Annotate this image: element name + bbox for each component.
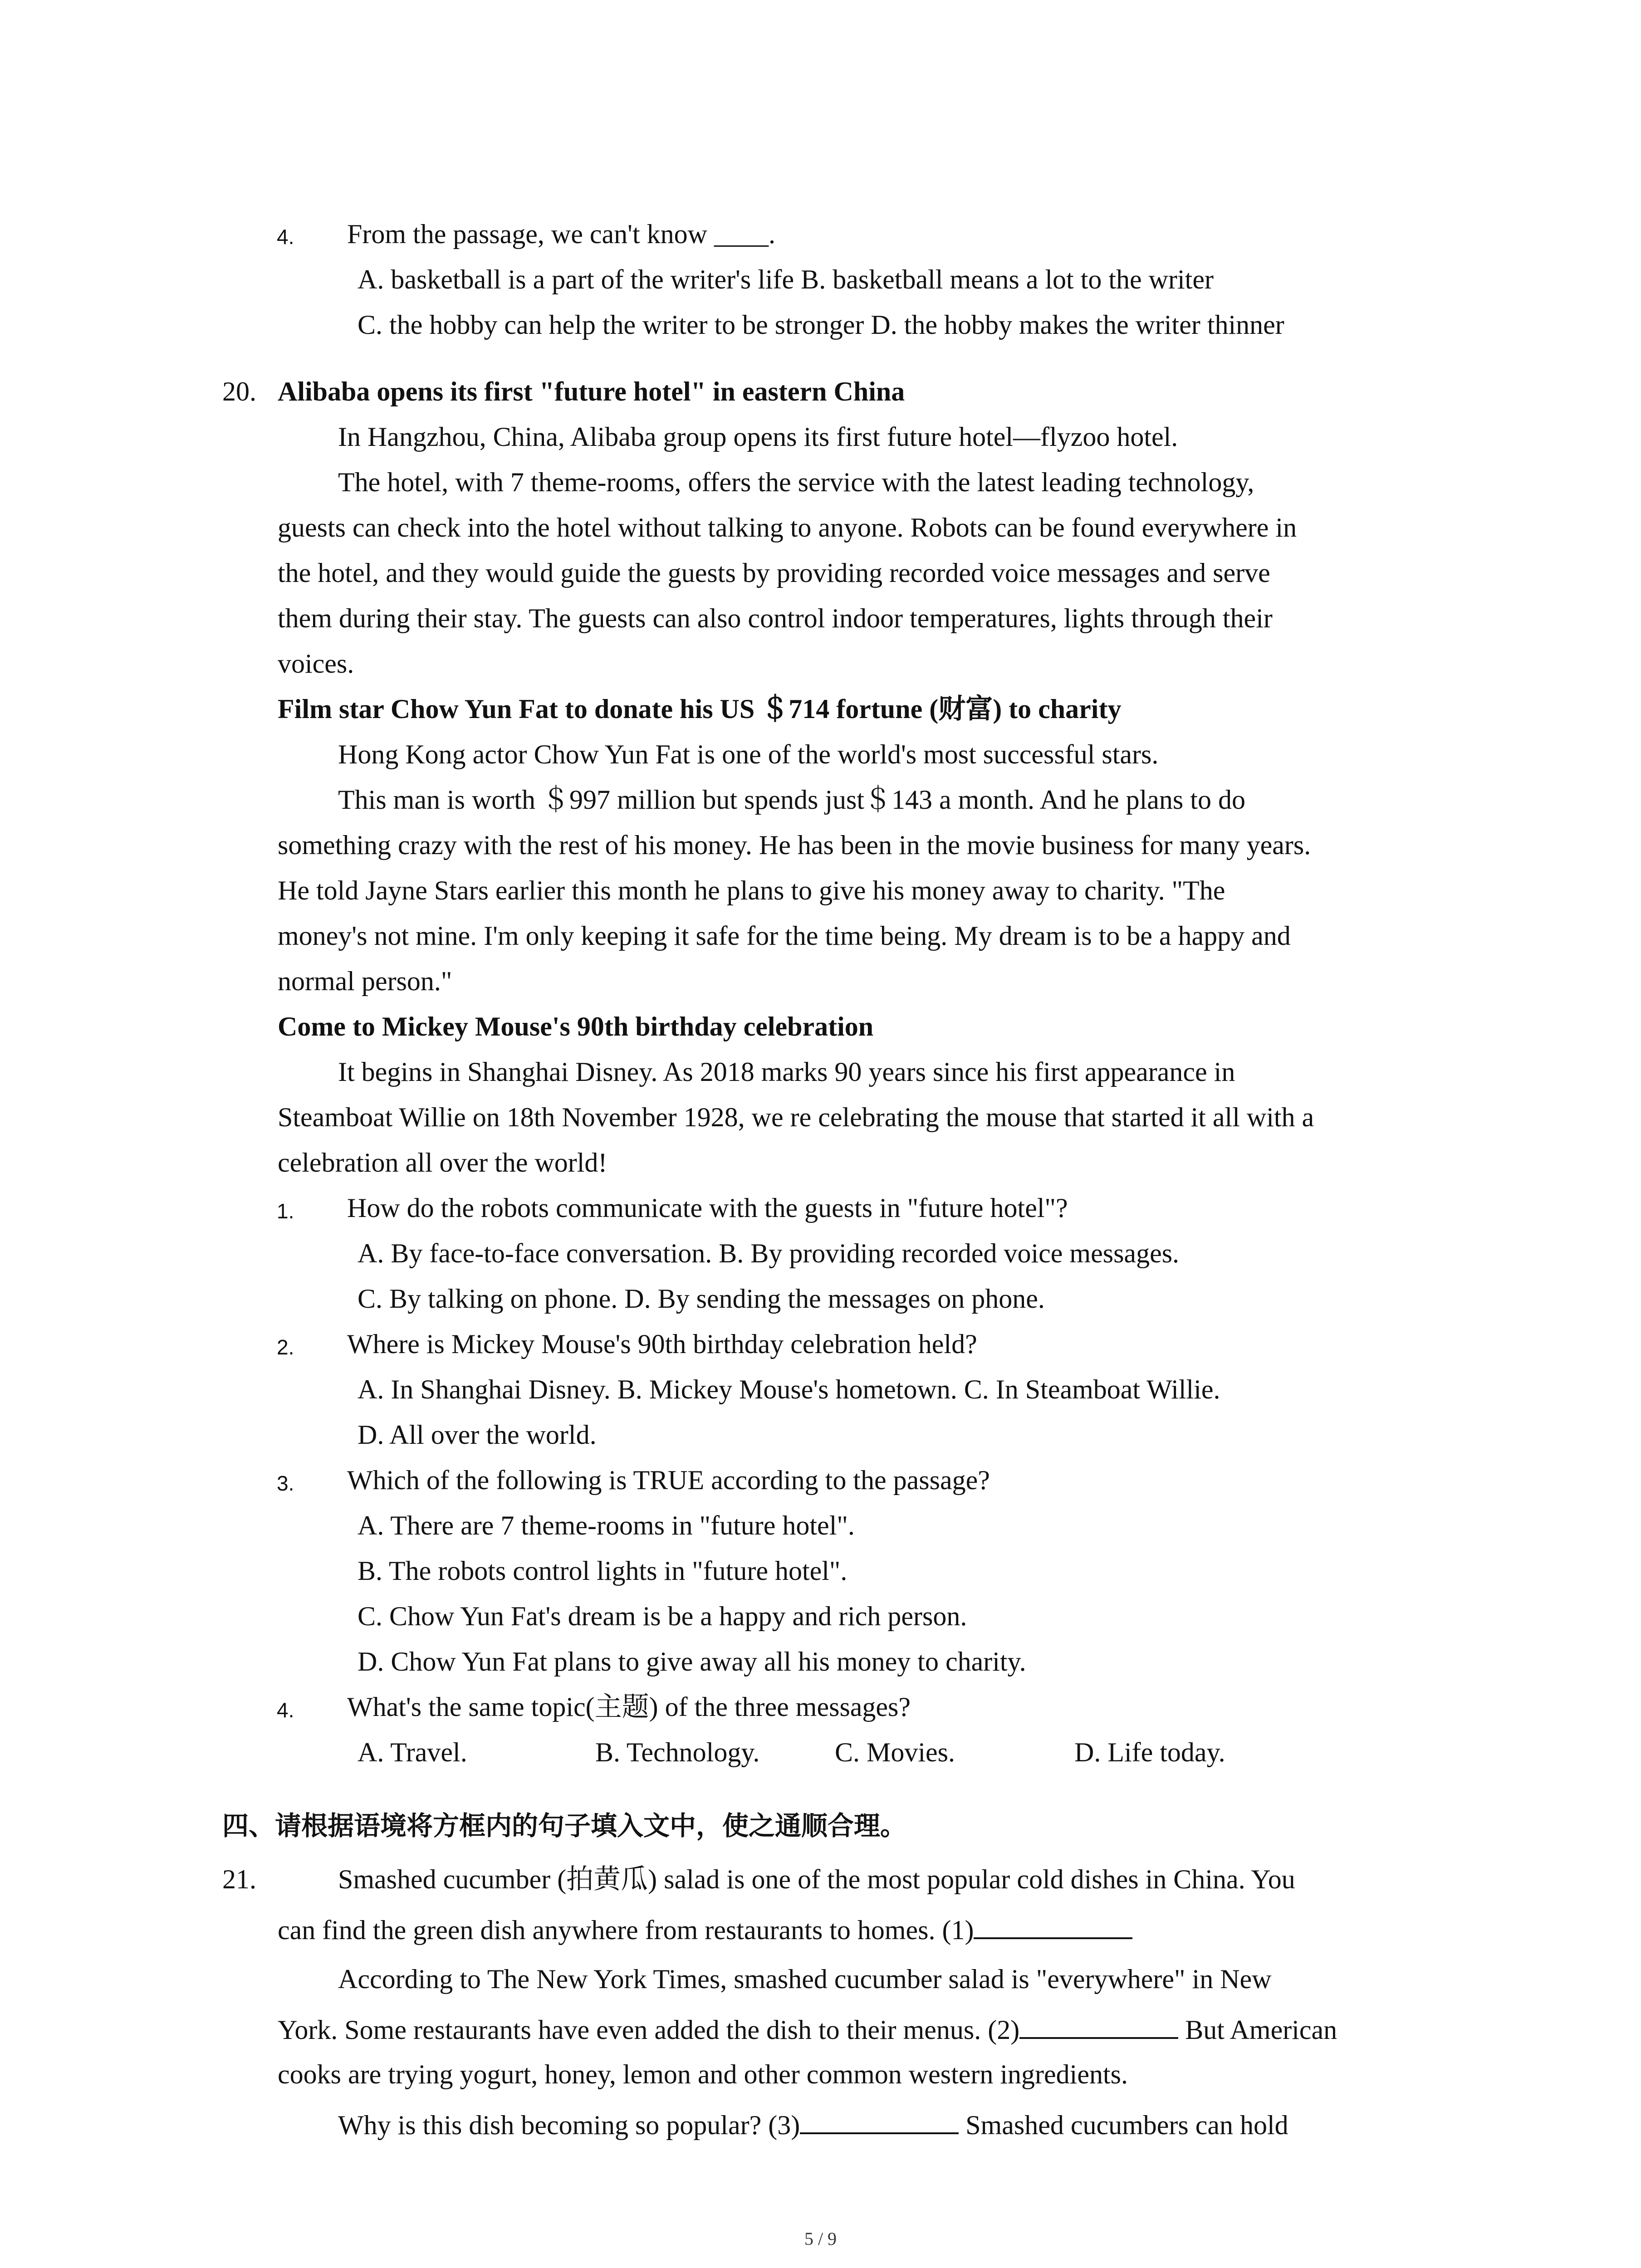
question-number: 4. [277, 1698, 294, 1722]
passage-line: something crazy with the rest of his money. He has been in the movie business for many years. [278, 830, 1311, 860]
option-b: B. Technology. [595, 1737, 760, 1767]
passage-line: the hotel, and they would guide the guests by providing recorded voice messages and serve [278, 558, 1270, 588]
passage-line: Smashed cucumber (拍黄瓜) salad is one of the most popular cold dishes in China. You [338, 1864, 1295, 1894]
option-c: C. Movies. [835, 1737, 955, 1767]
passage-line: In Hangzhou, China, Alibaba group opens its first future hotel—flyzoo hotel. [338, 422, 1178, 452]
passage-line: normal person." [278, 966, 452, 996]
answer-blank-3[interactable] [800, 2106, 959, 2134]
passage-line: This man is worth ＄997 million but spends just＄143 a month. And he plans to do [338, 785, 1245, 815]
passage-text: York. Some restaurants have even added the dish to their menus. (2) [278, 2015, 1020, 2045]
passage-line: Hong Kong actor Chow Yun Fat is one of the world's most successful stars. [338, 739, 1159, 769]
options-line: A. In Shanghai Disney. B. Mickey Mouse's hometown. C. In Steamboat Willie. [358, 1374, 1220, 1404]
passage-line: According to The New York Times, smashed cucumber salad is "everywhere" in New [338, 1964, 1272, 1994]
options-line: A. There are 7 theme-rooms in "future hotel". [358, 1510, 855, 1540]
options-line: D. Chow Yun Fat plans to give away all his money to charity. [358, 1647, 1026, 1677]
answer-blank-1[interactable] [974, 1911, 1132, 1939]
options-line: C. By talking on phone. D. By sending the messages on phone. [358, 1284, 1045, 1314]
passage-line [338, 2106, 1288, 2143]
question-stem: Which of the following is TRUE according to the passage? [347, 1465, 990, 1495]
page-number: 5 / 9 [804, 2229, 837, 2249]
passage-title: Come to Mickey Mouse's 90th birthday celebration [278, 1012, 874, 1041]
passage-line: It begins in Shanghai Disney. As 2018 marks 90 years since his first appearance in [338, 1057, 1235, 1087]
options-line: B. The robots control lights in "future hotel". [358, 1556, 847, 1586]
passage-title: Alibaba opens its first "future hotel" in eastern China [278, 376, 905, 406]
question-stem: From the passage, we can't know ____. [347, 219, 775, 249]
question-number: 4. [277, 225, 294, 249]
question-number: 1. [277, 1199, 294, 1223]
question-stem: Where is Mickey Mouse's 90th birthday celebration held? [347, 1329, 977, 1359]
passage-line [278, 2011, 1337, 2048]
passage-line [278, 1911, 1132, 1948]
question-number: 2. [277, 1335, 294, 1359]
section-heading: 四、请根据语境将方框内的句子填入文中，使之通顺合理。 [222, 1810, 907, 1841]
passage-text: But American [1178, 2015, 1337, 2045]
passage-line: cooks are trying yogurt, honey, lemon and other common western ingredients. [278, 2059, 1128, 2089]
question-stem: What's the same topic(主题) of the three messages? [347, 1692, 911, 1722]
options-line: C. the hobby can help the writer to be stronger D. the hobby makes the writer thinner [358, 310, 1284, 340]
passage-line: them during their stay. The guests can also control indoor temperatures, lights through their [278, 603, 1273, 633]
passage-line: celebration all over the world! [278, 1148, 607, 1178]
passage-line: voices. [278, 649, 354, 679]
passage-line: guests can check into the hotel without talking to anyone. Robots can be found everywhere in [278, 513, 1297, 543]
passage-line: He told Jayne Stars earlier this month he plans to give his money away to charity. "The [278, 875, 1225, 905]
question-number: 20. [222, 376, 256, 406]
options-line: D. All over the world. [358, 1420, 597, 1450]
passage-title: Film star Chow Yun Fat to donate his US ＄714 fortune (财富) to charity [278, 694, 1122, 724]
option-a: A. Travel. [358, 1737, 467, 1767]
passage-text: Smashed cucumbers can hold [959, 2110, 1288, 2140]
passage-line: Steamboat Willie on 18th November 1928, we re celebrating the mouse that started it all with a [278, 1102, 1314, 1132]
answer-blank-2[interactable] [1019, 2011, 1178, 2039]
options-line: A. basketball is a part of the writer's life B. basketball means a lot to the writer [358, 264, 1214, 294]
option-d: D. Life today. [1074, 1737, 1225, 1767]
passage-text: Why is this dish becoming so popular? (3) [338, 2110, 800, 2140]
question-stem: How do the robots communicate with the guests in "future hotel"? [347, 1193, 1068, 1223]
options-line: A. By face-to-face conversation. B. By providing recorded voice messages. [358, 1238, 1180, 1268]
passage-line: money's not mine. I'm only keeping it safe for the time being. My dream is to be a happy and [278, 921, 1291, 951]
question-number: 21. [222, 1864, 256, 1894]
options-line: C. Chow Yun Fat's dream is be a happy and rich person. [358, 1601, 967, 1631]
question-number: 3. [277, 1471, 294, 1495]
passage-text: can find the green dish anywhere from restaurants to homes. (1) [278, 1915, 974, 1945]
passage-line: The hotel, with 7 theme-rooms, offers the service with the latest leading technology, [338, 467, 1254, 497]
